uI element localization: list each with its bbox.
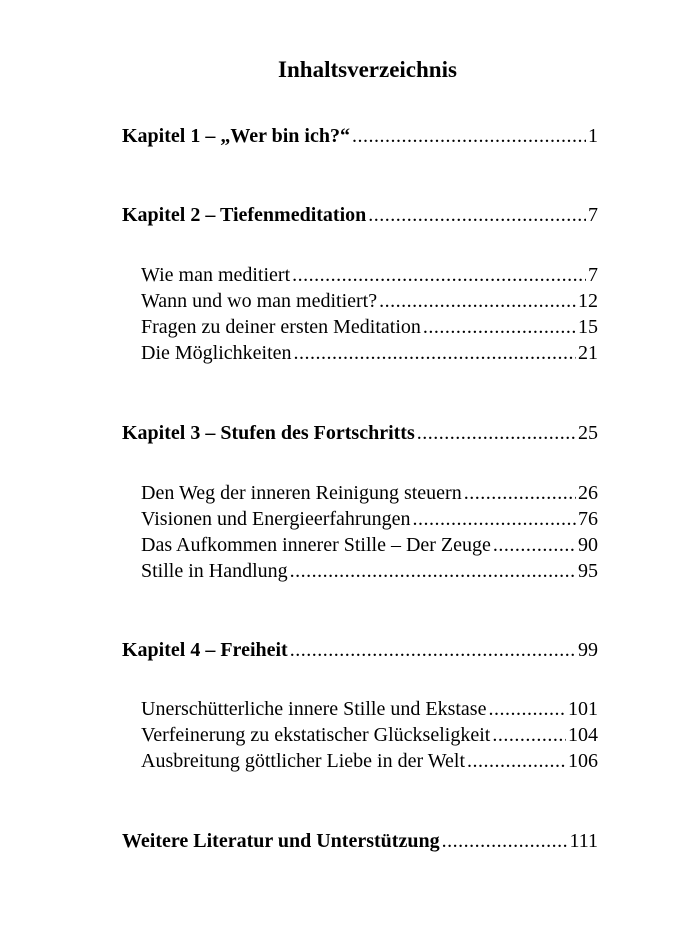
dot-leader: [423, 314, 576, 340]
dot-leader: [368, 202, 586, 228]
toc-entry-section[interactable]: [141, 262, 598, 288]
dot-leader: [464, 480, 576, 506]
toc-entry-title: Visionen und Energieerfahrungen: [141, 508, 411, 530]
dot-leader: [412, 506, 576, 532]
toc-entry-page-number: 7: [588, 264, 598, 286]
toc-entry-page-number: 111: [569, 830, 598, 852]
dot-leader: [488, 696, 566, 722]
toc-entry-title: Fragen zu deiner ersten Meditation: [141, 316, 421, 338]
toc-entry-page-number: 21: [578, 342, 598, 364]
toc-entry-title: Das Aufkommen innerer Stille – Der Zeuge: [141, 534, 491, 556]
dot-leader: [467, 748, 566, 774]
toc-entry-section[interactable]: [141, 558, 598, 584]
dot-leader: [492, 722, 566, 748]
dot-leader: [417, 420, 576, 446]
dot-leader: [290, 637, 576, 663]
toc-entry-title: Kapitel 3 – Stufen des Fortschritts: [122, 422, 415, 444]
toc-entry-page-number: 95: [578, 560, 598, 582]
toc-entry-title: Kapitel 2 – Tiefenmeditation: [122, 204, 367, 226]
toc-entry-page-number: 101: [568, 698, 598, 720]
toc-entry-page-number: 1: [588, 125, 598, 147]
toc-entry-title: Kapitel 1 – „Wer bin ich?“: [122, 125, 350, 147]
toc-title: Inhaltsverzeichnis: [278, 57, 457, 82]
toc-entry-title: Stille in Handlung: [141, 560, 288, 582]
toc-entry-title: Unerschütterliche innere Stille und Ekstase: [141, 698, 487, 720]
toc-entry-title: Wie man meditiert: [141, 264, 291, 286]
toc-entry-page-number: 76: [578, 508, 598, 530]
toc-entry-section[interactable]: [141, 748, 598, 774]
toc-entry-title: Wann und wo man meditiert?: [141, 290, 378, 312]
toc-entry-section[interactable]: [141, 532, 598, 558]
dot-leader: [493, 532, 576, 558]
toc-entry-page-number: 106: [568, 750, 598, 772]
dot-leader: [379, 288, 576, 314]
toc-entry-section[interactable]: [141, 480, 598, 506]
toc-entry-title: Verfeinerung zu ekstatischer Glückseligkeit: [141, 724, 491, 746]
toc-entry-section[interactable]: [141, 314, 598, 340]
toc-entry-page-number: 104: [568, 724, 598, 746]
toc-entry-page-number: 26: [578, 482, 598, 504]
toc-entry-title: Kapitel 4 – Freiheit: [122, 639, 288, 661]
toc-entry-chapter-2[interactable]: [122, 202, 598, 228]
dot-leader: [290, 558, 576, 584]
toc-entry-chapter-1[interactable]: [122, 123, 598, 149]
toc-entry-title: Den Weg der inneren Reinigung steuern: [141, 482, 462, 504]
toc-entry-further-reading[interactable]: [122, 828, 598, 854]
toc-entry-section[interactable]: [141, 722, 598, 748]
toc-entry-section[interactable]: [141, 696, 598, 722]
toc-entry-section[interactable]: [141, 340, 598, 366]
toc-entry-page-number: 12: [578, 290, 598, 312]
toc-entry-title: Ausbreitung göttlicher Liebe in der Welt: [141, 750, 466, 772]
toc-entry-section[interactable]: [141, 288, 598, 314]
toc-entry-chapter-4[interactable]: [122, 637, 598, 663]
toc-entry-page-number: 15: [578, 316, 598, 338]
toc-entry-page-number: 99: [578, 639, 598, 661]
toc-entry-page-number: 7: [588, 204, 598, 226]
toc-entry-title: Die Möglichkeiten: [141, 342, 292, 364]
toc-entry-chapter-3[interactable]: [122, 420, 598, 446]
dot-leader: [292, 262, 586, 288]
toc-entry-page-number: 90: [578, 534, 598, 556]
toc-entry-page-number: 25: [578, 422, 598, 444]
toc-entry-section[interactable]: [141, 506, 598, 532]
toc-entry-title: Weitere Literatur und Unterstützung: [122, 830, 440, 852]
dot-leader: [294, 340, 576, 366]
dot-leader: [352, 123, 586, 149]
dot-leader: [442, 828, 568, 854]
